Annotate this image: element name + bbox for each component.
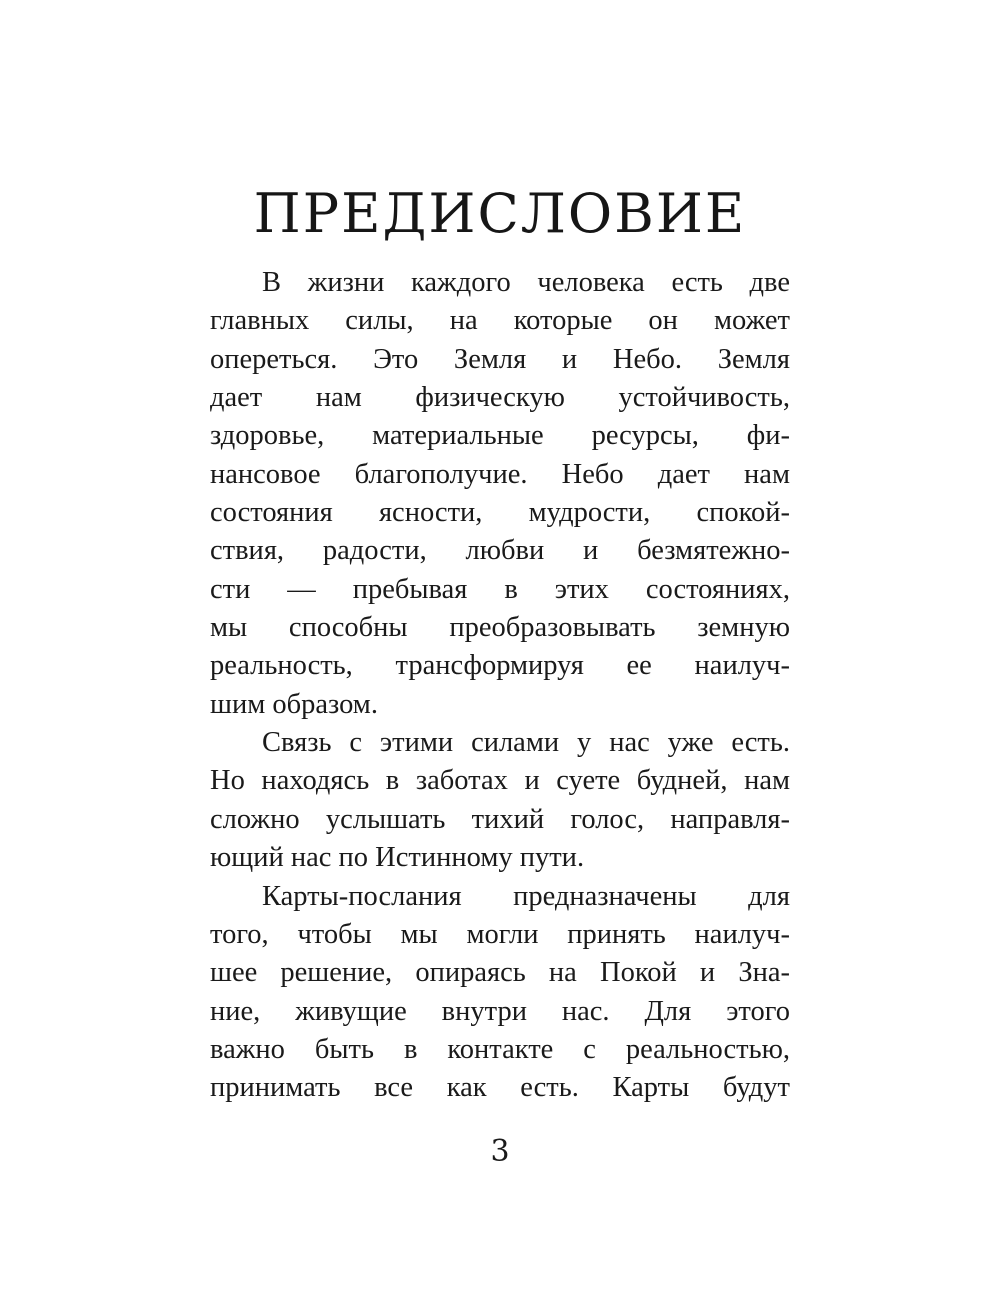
text-line: опереться. Это Земля и Небо. Земля [210, 343, 790, 375]
text-line: того, чтобы мы могли принять наилуч- [210, 918, 790, 950]
text-line: ствия, радости, любви и безмятежно- [210, 535, 790, 567]
text-line: Карты-послания предназначены для [262, 880, 790, 912]
text-line: сложно услышать тихий голос, направля- [210, 803, 790, 835]
text-line: принимать все как есть. Карты будут [210, 1072, 790, 1104]
text-line: сти — пребывая в этих состояниях, [210, 573, 790, 605]
text-line: ющий нас по Истинному пути. [210, 842, 585, 874]
paragraph [210, 264, 790, 724]
text-line: Связь с этими силами у нас уже есть. [262, 727, 790, 759]
page-number: 3 [490, 1134, 510, 1169]
text-line: ние, живущие внутри нас. Для этого [210, 995, 790, 1027]
text-line: шим образом. [210, 688, 378, 720]
text-line: Но находясь в заботах и суете будней, нам [210, 765, 790, 797]
text-line: важно быть в контакте с реальностью, [210, 1033, 790, 1065]
text-line: состояния ясности, мудрости, спокой- [210, 497, 790, 529]
page-title: ПРЕДИСЛОВИЕ [253, 182, 747, 246]
text-line: шее решение, опираясь на Покой и Зна- [210, 957, 790, 989]
text-line: мы способны преобразовывать земную [210, 612, 790, 644]
text-line: дает нам физическую устойчивость, [210, 382, 790, 414]
paragraph [210, 724, 790, 877]
paragraph [210, 878, 790, 1108]
body-text [210, 264, 790, 1108]
text-line: реальность, трансформируя ее наилуч- [210, 650, 790, 682]
text-line: главных силы, на которые он может [210, 305, 790, 337]
text-line: здоровье, материальные ресурсы, фи- [210, 420, 790, 452]
text-line: нансовое благополучие. Небо дает нам [210, 458, 790, 490]
text-line: В жизни каждого человека есть две [262, 267, 790, 298]
